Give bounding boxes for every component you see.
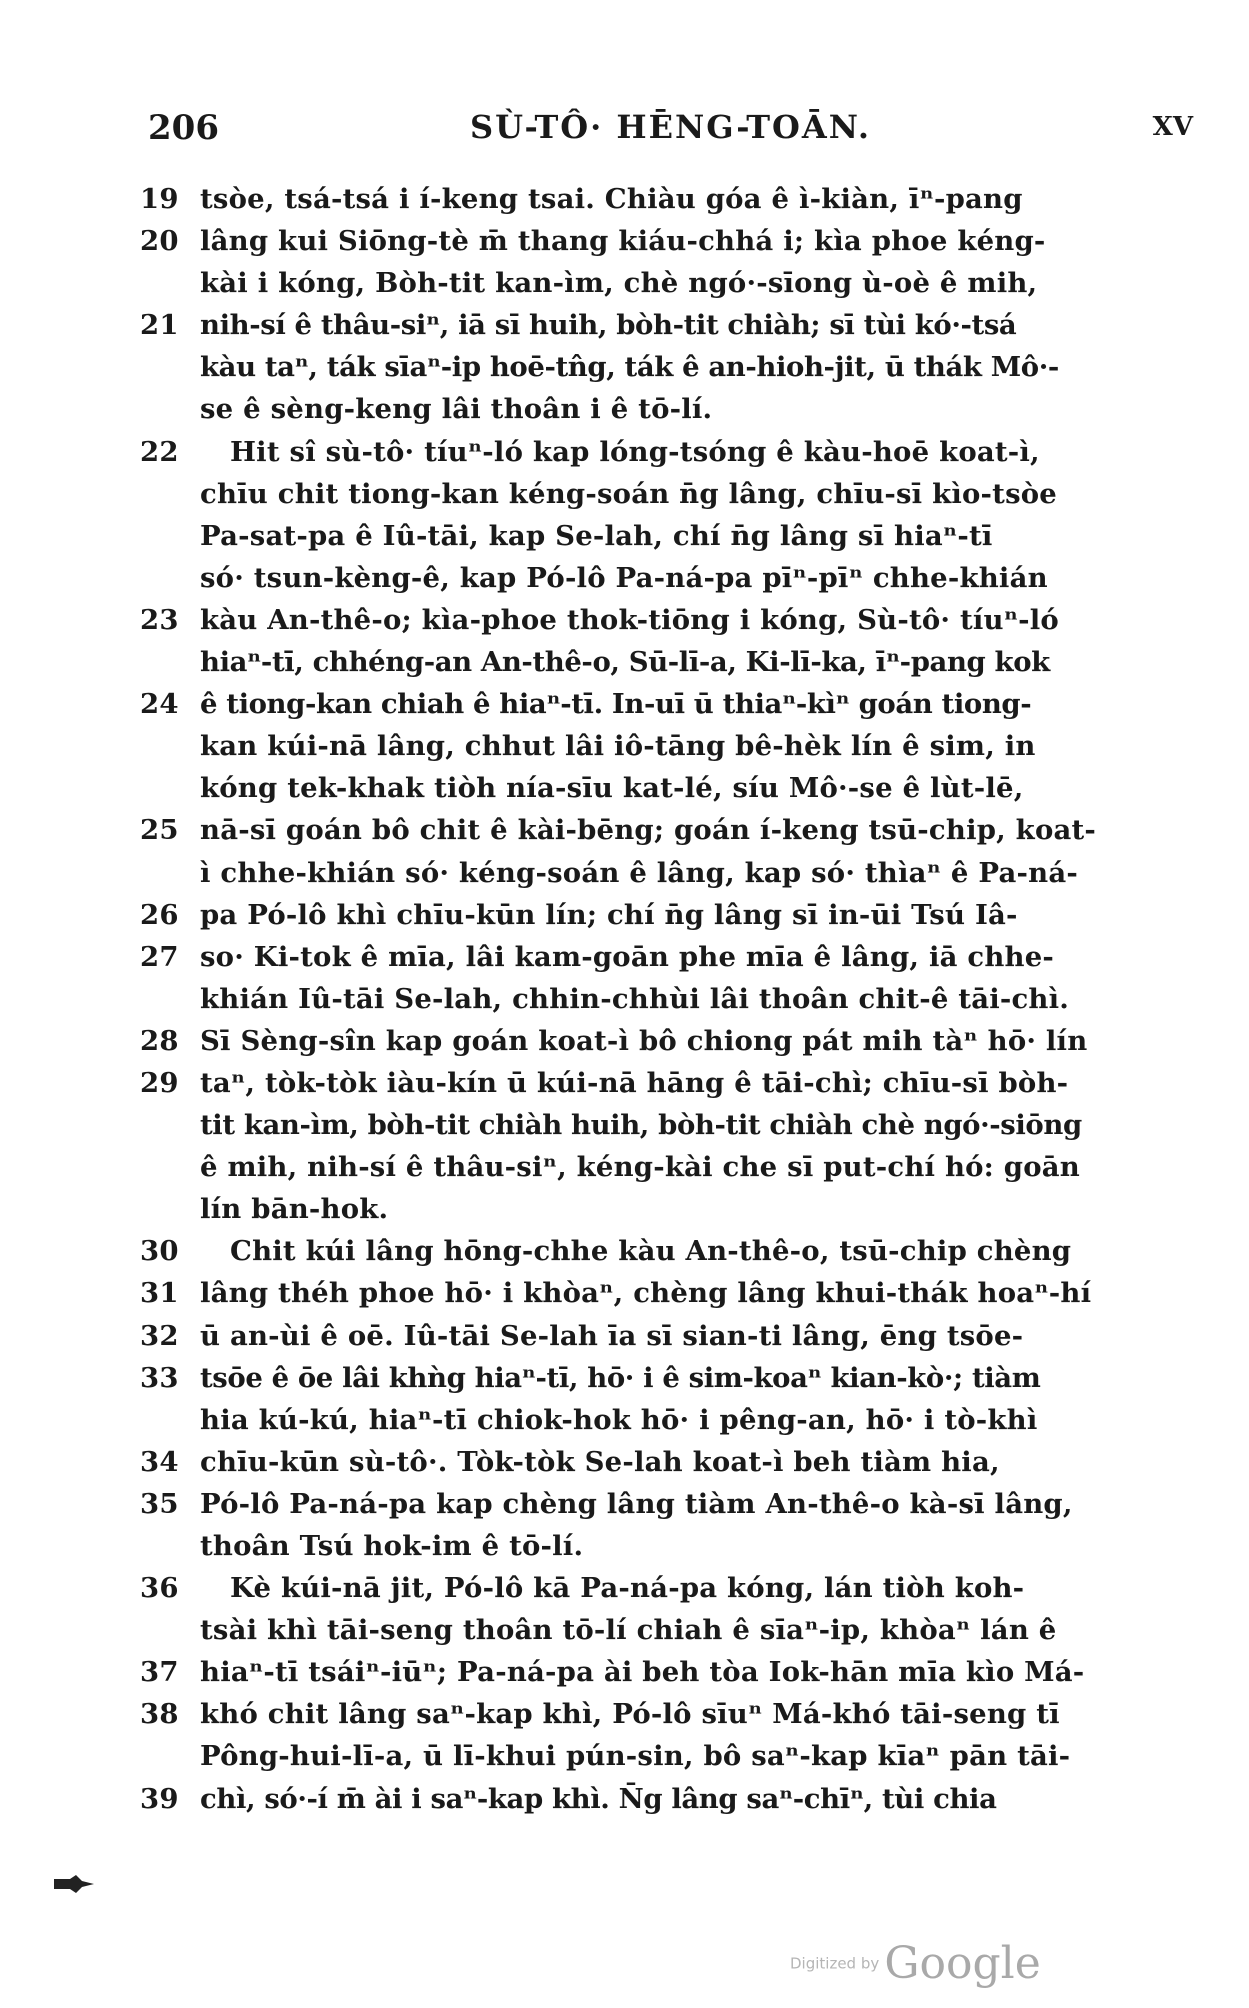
verse-number: 34 — [140, 1445, 179, 1478]
line-text: Kè kúi-nā jit, Pó-lô kā Pa-ná-pa kóng, lán tiòh koh- — [230, 1572, 1025, 1605]
line-text: thoân Tsú hok-im ê tō-lí. — [200, 1530, 584, 1562]
text-line — [140, 388, 1200, 430]
line-text: Sī Sèng-sîn kap goán koat-ì bô chiong pát mih tàⁿ hō· lín — [200, 1024, 1088, 1057]
text-line — [140, 1735, 1200, 1777]
line-text: hiaⁿ-tī tsáiⁿ-iūⁿ; Pa-ná-pa ài beh tòa Iok-hān mīa kìo Má- — [200, 1656, 1085, 1689]
chapter-number: XV — [1152, 112, 1193, 142]
text-line — [140, 978, 1200, 1020]
verse-number: 30 — [140, 1235, 179, 1268]
verse-number: 26 — [140, 898, 179, 931]
verse-number: 37 — [140, 1656, 179, 1689]
text-line — [140, 936, 1200, 978]
line-text: tsōe ê ōe lâi khǹg hiaⁿ-tī, hō· i ê sim-koaⁿ kian-kò·; tiàm — [200, 1361, 1041, 1394]
google-logo: Google — [884, 1938, 1041, 1989]
text-line — [140, 1272, 1200, 1314]
verse-number: 23 — [140, 603, 179, 636]
verse-number: 24 — [140, 688, 179, 721]
line-text: lâng kui Siōng-tè m̄ thang kiáu-chhá i; kìa phoe kéng- — [200, 225, 1046, 258]
verse-number: 31 — [140, 1277, 179, 1310]
line-text: se ê sèng-keng lâi thoân i ê tō-lí. — [200, 393, 713, 426]
verse-number: 39 — [140, 1782, 179, 1815]
text-line — [140, 767, 1200, 809]
text-line — [140, 1651, 1200, 1693]
line-text: ì chhe-khián só· kéng-soán ê lâng, kap só· thìaⁿ ê Pa-ná- — [200, 856, 1078, 889]
line-text: Pa-sat-pa ê Iû-tāi, kap Se-lah, chí n̄g lâng sī hiaⁿ-tī — [200, 519, 993, 552]
text-line — [140, 1609, 1200, 1651]
line-text: Pông-hui-lī-a, ū lī-khui pún-sin, bô saⁿ-kap kīaⁿ pān tāi- — [200, 1740, 1071, 1773]
line-text: hiaⁿ-tī, chhéng-an An-thê-o, Sū-lī-a, Ki-lī-ka, īⁿ-pang kok — [200, 646, 1050, 679]
line-text: kóng tek-khak tiòh nía-sīu kat-lé, síu Mô·-se ê lùt-lē, — [200, 772, 1024, 805]
line-text: so· Ki-tok ê mīa, lâi kam-goān phe mīa ê lâng, iā chhe- — [200, 940, 1055, 973]
text-line — [140, 1483, 1200, 1525]
text-line — [140, 809, 1200, 851]
text-line — [140, 178, 1200, 220]
text-line — [140, 1778, 1200, 1820]
line-text: ê mih, nih-sí ê thâu-siⁿ, kéng-kài che sī put-chí hó: goān — [200, 1151, 1080, 1184]
verse-number: 32 — [140, 1319, 179, 1352]
line-text: kan kúi-nā lâng, chhut lâi iô-tāng bê-hèk lín ê sim, in — [200, 730, 1036, 763]
line-text: ê tiong-kan chiah ê hiaⁿ-tī. In-uī ū thiaⁿ-kìⁿ goán tiong- — [200, 688, 1032, 721]
text-line — [140, 641, 1200, 683]
text-line — [140, 1441, 1200, 1483]
text-line — [140, 1104, 1200, 1146]
verse-number: 19 — [140, 183, 179, 215]
text-line — [140, 1315, 1200, 1357]
text-line — [140, 515, 1200, 557]
text-line — [140, 1188, 1200, 1230]
line-text: kàu taⁿ, ták sīaⁿ-ip hoē-tn̂g, ták ê an-hioh-jit, ū thák Mô·- — [200, 351, 1059, 384]
line-text: chì, só·-í m̄ ài i saⁿ-kap khì. N̄g lâng saⁿ-chīⁿ, tùi chia — [200, 1782, 997, 1815]
text-line — [140, 1020, 1200, 1062]
text-line — [140, 894, 1200, 936]
text-line — [140, 725, 1200, 767]
text-line — [140, 1230, 1200, 1272]
verse-number: 35 — [140, 1487, 179, 1520]
line-text: só· tsun-kèng-ê, kap Pó-lô Pa-ná-pa pīⁿ-pīⁿ chhe-khián — [200, 561, 1048, 594]
text-line — [140, 1693, 1200, 1735]
text-line — [140, 1146, 1200, 1188]
text-line — [140, 1567, 1200, 1609]
pointing-hand-icon — [52, 1873, 96, 1895]
verse-number: 38 — [140, 1698, 179, 1731]
page-header — [148, 108, 1193, 158]
text-body — [140, 178, 1200, 1820]
line-text: lín bān-hok. — [200, 1193, 389, 1226]
line-text: taⁿ, tòk-tòk iàu-kín ū kúi-nā hāng ê tāi-chì; chīu-sī bòh- — [200, 1066, 1069, 1099]
text-line — [140, 220, 1200, 262]
text-line — [140, 599, 1200, 641]
text-line — [140, 304, 1200, 346]
line-text: chīu-kūn sù-tô·. Tòk-tòk Se-lah koat-ì beh tiàm hia, — [200, 1445, 1000, 1478]
text-line — [140, 1062, 1200, 1104]
text-line — [140, 852, 1200, 894]
verse-number: 28 — [140, 1024, 179, 1057]
running-title: SÙ-TÔ· HĒNG-TOĀN. — [470, 108, 872, 146]
text-line — [140, 683, 1200, 725]
line-text: chīu chit tiong-kan kéng-soán n̄g lâng, chīu-sī kìo-tsòe — [200, 477, 1057, 510]
line-text: hia kú-kú, hiaⁿ-tī chiok-hok hō· i pêng-an, hō· i tò-khì — [200, 1403, 1038, 1436]
verse-number: 33 — [140, 1361, 179, 1394]
text-line — [140, 431, 1200, 473]
digitized-label: Digitized by — [790, 1954, 880, 1973]
text-line — [140, 1525, 1200, 1567]
line-text: Hit sî sù-tô· tíuⁿ-ló kap lóng-tsóng ê kàu-hoē koat-ì, — [230, 435, 1040, 468]
text-line — [140, 262, 1200, 304]
line-text: kàu An-thê-o; kìa-phoe thok-tiōng i kóng, Sù-tô· tíuⁿ-ló — [200, 603, 1059, 636]
verse-number: 25 — [140, 814, 179, 847]
line-text: tit kan-ìm, bòh-tit chiàh huih, bòh-tit chiàh chè ngó·-siōng — [200, 1109, 1082, 1142]
verse-number: 36 — [140, 1572, 179, 1605]
line-text: tsài khì tāi-seng thoân tō-lí chiah ê sīaⁿ-ip, khòaⁿ lán ê — [200, 1614, 1057, 1647]
verse-number: 21 — [140, 309, 179, 342]
line-text: nih-sí ê thâu-siⁿ, iā sī huih, bòh-tit chiàh; sī tùi kó·-tsá — [200, 309, 1017, 342]
verse-number: 22 — [140, 435, 179, 468]
line-text: nā-sī goán bô chit ê kài-bēng; goán í-keng tsū-chip, koat- — [200, 814, 1097, 847]
text-line — [140, 1357, 1200, 1399]
digitized-watermark — [790, 1938, 1041, 1989]
text-line — [140, 346, 1200, 388]
verse-number: 29 — [140, 1066, 179, 1099]
verse-number: 20 — [140, 225, 179, 258]
text-line — [140, 1399, 1200, 1441]
line-text: lâng théh phoe hō· i khòaⁿ, chèng lâng khui-thák hoaⁿ-hí — [200, 1277, 1092, 1310]
text-line — [140, 473, 1200, 515]
text-line — [140, 557, 1200, 599]
line-text: ū an-ùi ê oē. Iû-tāi Se-lah īa sī sian-ti lâng, ēng tsōe- — [200, 1319, 1024, 1352]
line-text: Chit kúi lâng hōng-chhe kàu An-thê-o, tsū-chip chèng — [230, 1235, 1072, 1268]
line-text: tsòe, tsá-tsá i í-keng tsai. Chiàu góa ê ì-kiàn, īⁿ-pang — [200, 183, 1023, 215]
line-text: khó chit lâng saⁿ-kap khì, Pó-lô sīuⁿ Má-khó tāi-seng tī — [200, 1698, 1060, 1731]
line-text: Pó-lô Pa-ná-pa kap chèng lâng tiàm An-thê-o kà-sī lâng, — [200, 1487, 1073, 1520]
line-text: kài i kóng, Bòh-tit kan-ìm, chè ngó·-sīong ù-oè ê mih, — [200, 267, 1038, 300]
line-text: khián Iû-tāi Se-lah, chhin-chhùi lâi thoân chit-ê tāi-chì. — [200, 982, 1070, 1015]
verse-number: 27 — [140, 940, 179, 973]
page-number: 206 — [148, 108, 219, 148]
line-text: pa Pó-lô khì chīu-kūn lín; chí n̄g lâng sī in-ūi Tsú Iâ- — [200, 898, 1018, 931]
